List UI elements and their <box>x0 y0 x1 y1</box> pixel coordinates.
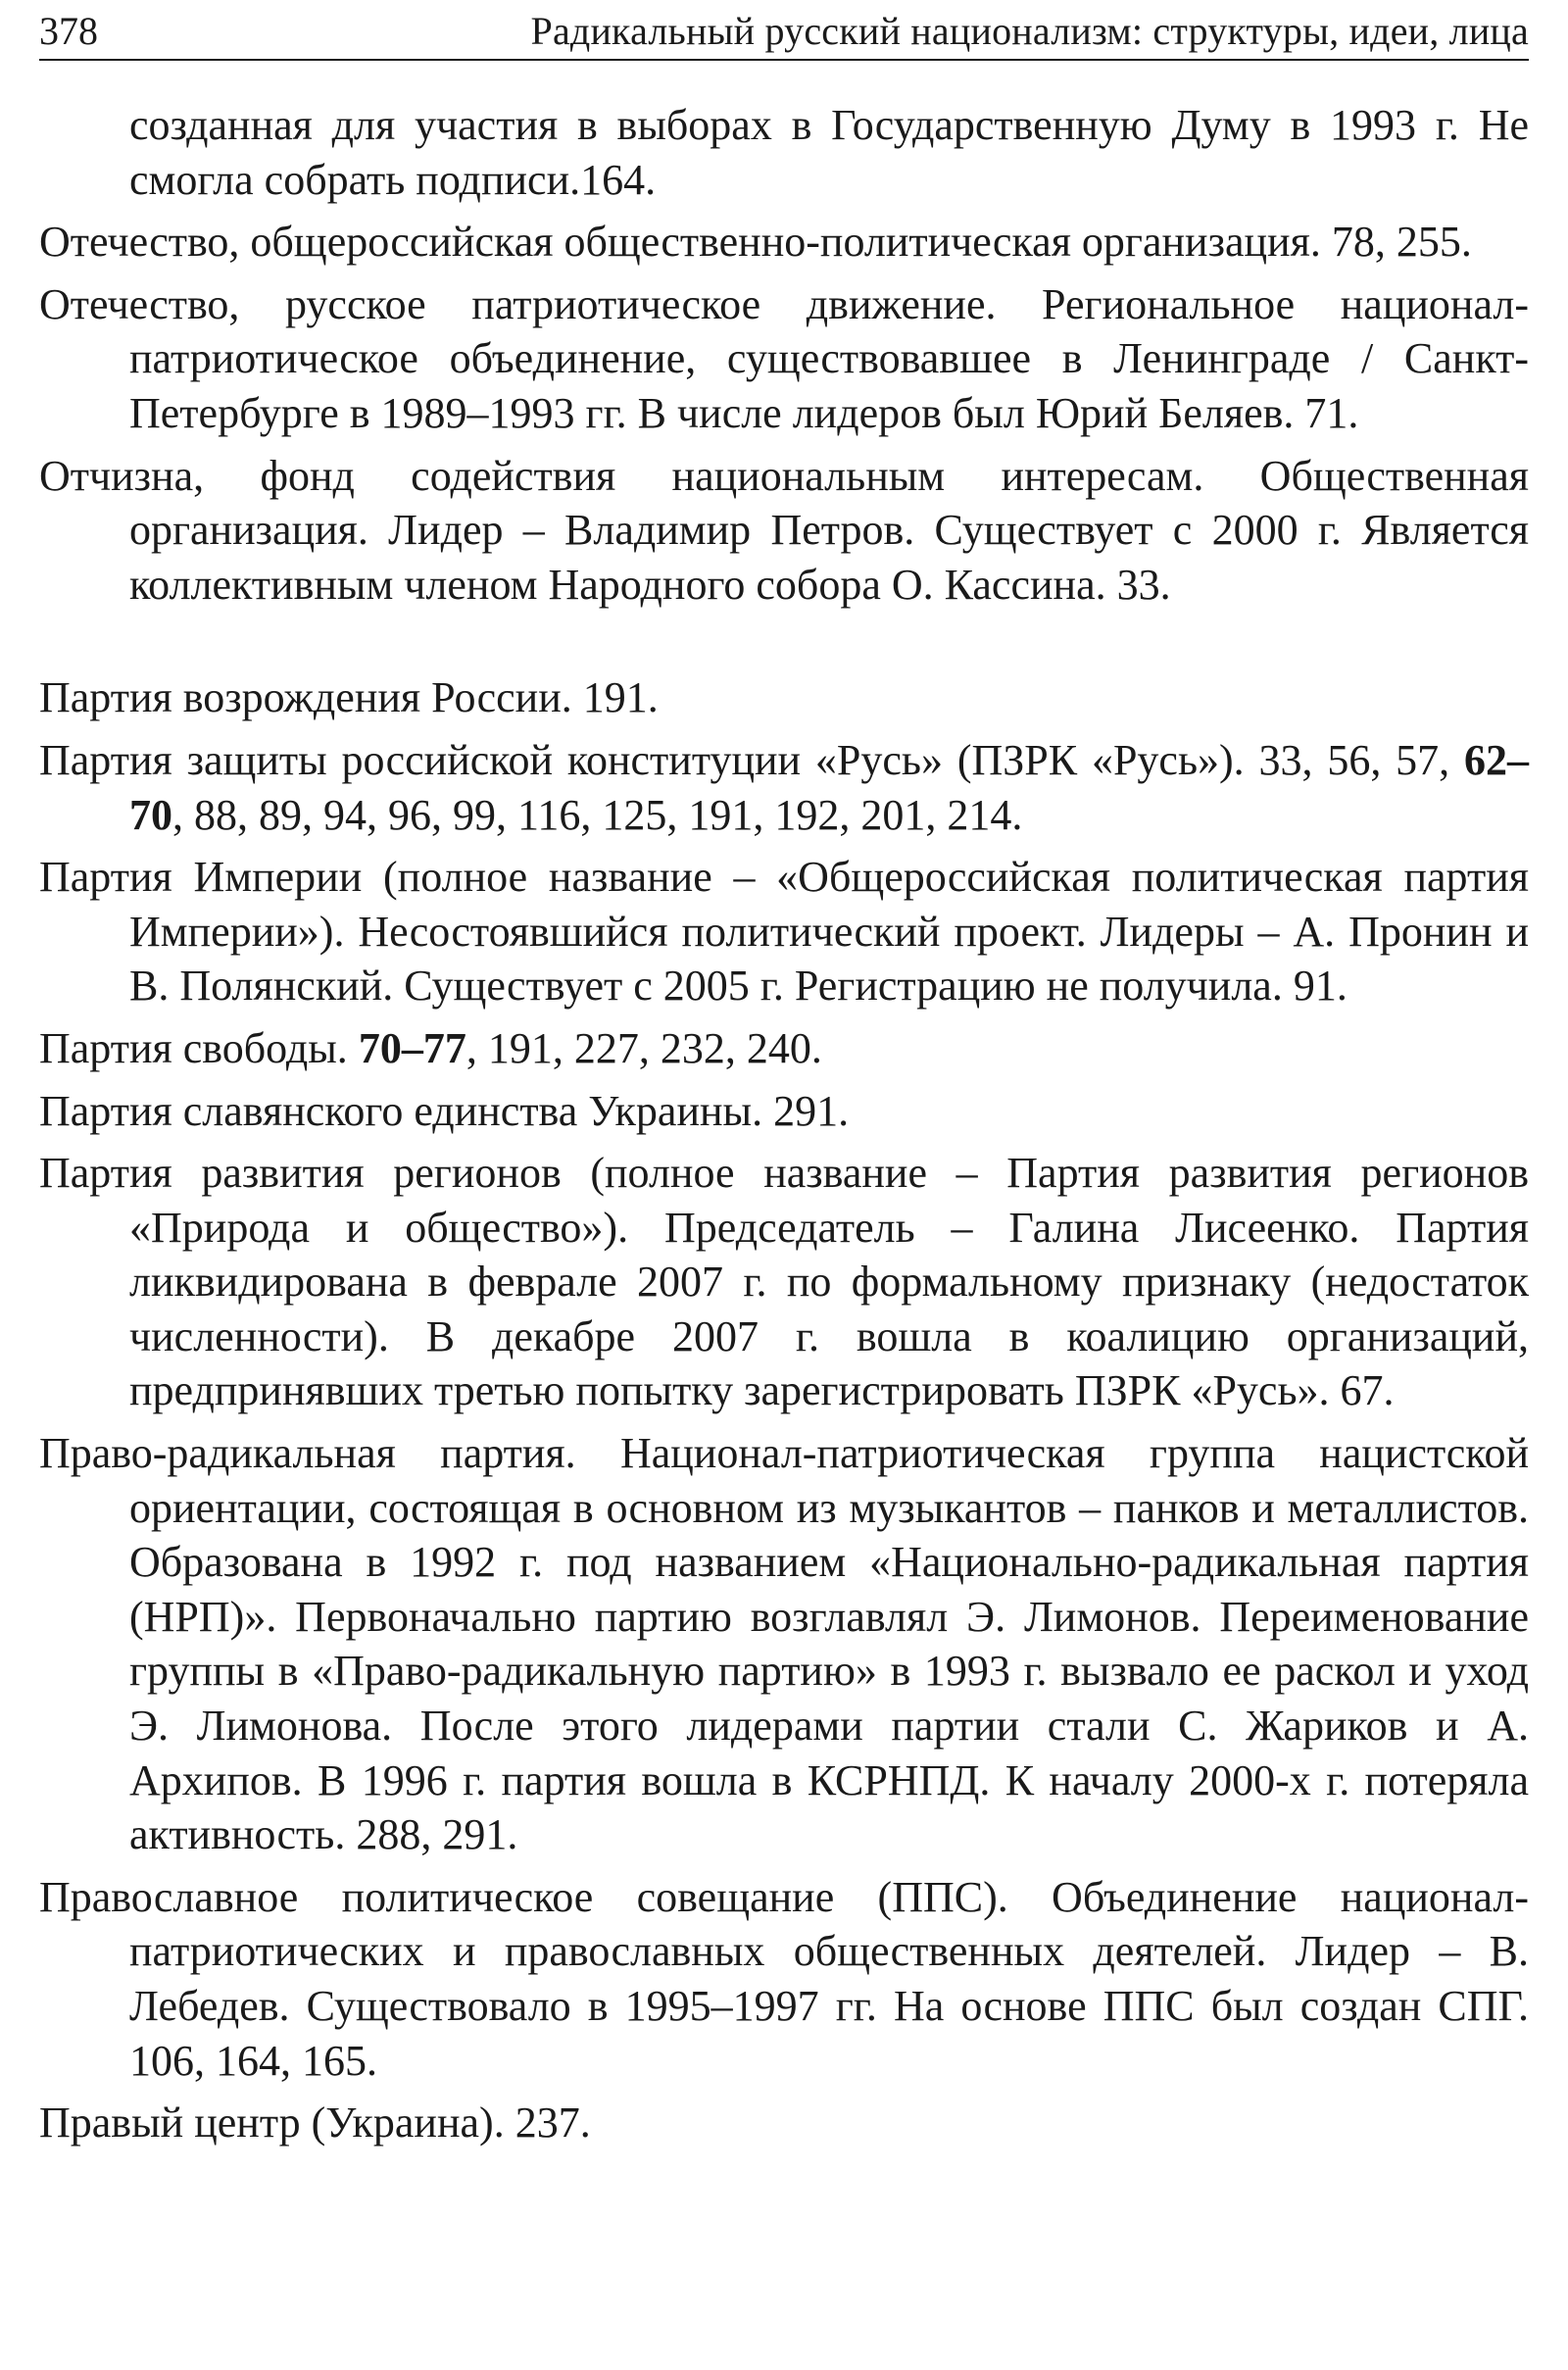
main-page-range: 62–70 <box>129 735 1529 839</box>
index-entry: Правый центр (Украина). 237. <box>39 2098 591 2148</box>
main-page-range: 70–77 <box>358 1023 466 1072</box>
index-entry: Партия возрождения России. 191. <box>39 673 659 722</box>
running-head <box>39 0 1529 61</box>
index-entry: Партия Империи (полное название – «Общероссийская политическая партия Империи»). Несостоявшийся политический проект. Лидеры – А. Пронин и В. Полянский. Существует с 2005 г. Регистрацию не получила. 91. <box>39 853 1529 1011</box>
index-entry: Отечество, общероссийская общественно-политическая организация. 78, 255. <box>39 218 1472 267</box>
index-entry: Отечество, русское патриотическое движение. Региональное национал-патриотическое объединение, существовавшее в Ленинграде / Санкт-Петербурге в 1989–1993 гг. В числе лидеров был Юрий Беляев. 71. <box>39 279 1529 437</box>
entry-text: , 191, 227, 232, 240. <box>466 1023 822 1072</box>
index-entry: Православное политическое совещание (ППС). Объединение национал-патриотических и православных общественных деятелей. Лидер – В. Лебедев. Существовало в 1995–1997 гг. На основе ППС был создан СПГ. 106, 164, 165. <box>39 1872 1529 2085</box>
index-entry: Партия славянского единства Украины. 291. <box>39 1086 850 1135</box>
index-entry: созданная для участия в выборах в Государственную Думу в 1993 г. Не смогла собрать подписи.164. <box>129 101 1529 204</box>
index-list <box>39 98 1529 2150</box>
entry-text: , 88, 89, 94, 96, 99, 116, 125, 191, 192, 201, 214. <box>172 790 1023 839</box>
page-number: 378 <box>39 9 98 53</box>
index-entry: Отчизна, фонд содействия национальным интересам. Общественная организация. Лидер – Владимир Петров. Существует с 2000 г. Является коллективным членом Народного собора О. Кассина. 33. <box>39 451 1529 609</box>
index-entry <box>39 1021 1529 1076</box>
entry-text: Партия свободы. <box>39 1023 359 1072</box>
letter-group-gap <box>39 619 1529 670</box>
book-page <box>39 0 1529 2158</box>
index-entry: Партия развития регионов (полное название – Партия развития регионов «Природа и общество»). Председатель – Галина Лисеенко. Партия ликвидирована в феврале 2007 г. по формальному признаку (недостаток численности). В декабре 2007 г. вошла в коалицию организаций, предпринявших третью попытку зарегистрировать ПЗРК «Русь». 67. <box>39 1149 1529 1415</box>
index-entry: Право-радикальная партия. Национал-патриотическая группа нацистской ориентации, состоящая в основном из музыкантов – панков и металлистов. Образована в 1992 г. под названием «Национально-радикальная партия (НРП)». Первоначально партию возглавлял Э. Лимонов. Переименование группы в «Право-радикальную партию» в 1993 г. вызвало ее раскол и уход Э. Лимонова. После этого лидерами партии стали С. Жариков и А. Архипов. В 1996 г. партия вошла в КСРНПД. К началу 2000-х г. потеряла активность. 288, 291. <box>39 1429 1529 1859</box>
running-title: Радикальный русский национализм: структуры, идеи, лица <box>530 9 1529 53</box>
index-entry <box>39 733 1529 842</box>
entry-text: Партия защиты российской конституции «Русь» (ПЗРК «Русь»). 33, 56, 57, <box>39 735 1464 784</box>
